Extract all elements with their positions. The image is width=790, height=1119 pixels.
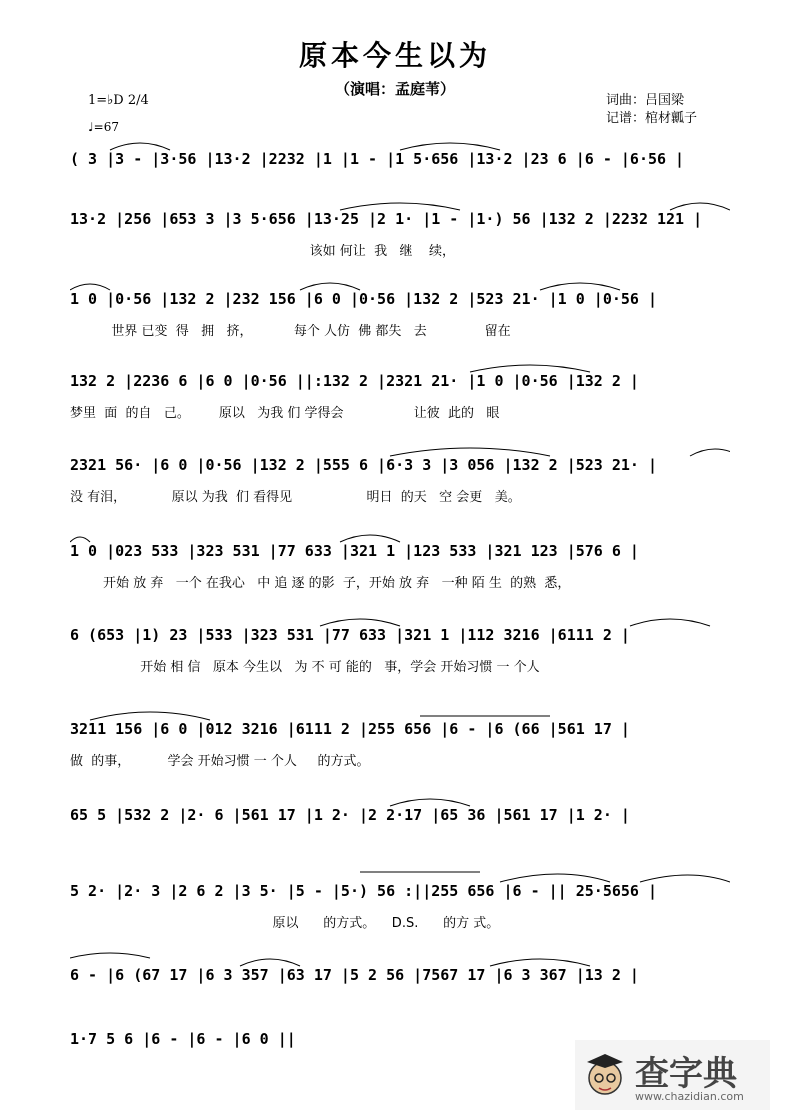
notes-line: ( 3 |3 - |3·56 |13·2 |2232 |1 |1 - |1 5·656 |13·2 |23 6 |6 - |6·56 | [70,150,685,168]
lyrics-line: 世界 已变 得 拥 挤， 每个 人仿 佛 都失 去 留在 [70,324,511,339]
watermark-url: www.chazidian.com [635,1090,744,1103]
notation-credit: 记谱：棺材瓤子 [606,111,698,126]
notes-line: 2321 56· |6 0 |0·56 |132 2 |555 6 |6·3 3 |3 056 |132 2 |523 21· | [70,456,657,474]
lyrics-line: 开始 相 信 原本 今生以 为 不 可 能的 事，学会 开始习惯 一 个人 [70,660,540,675]
mascot-icon [581,1048,629,1104]
performer-line: （演唱：孟庭苇） [334,80,455,98]
notes-line: 6 - |6 (67 17 |6 3 357 |63 17 |5 2 56 |7567 17 |6 3 367 |13 2 | [70,966,639,984]
lyrics-line: 梦里 面 的自 己。 原以 为我 们 学得会 让彼 此的 眼 [70,406,500,421]
notes-line: 65 5 |532 2 |2· 6 |561 17 |1 2· |2 2·17 |65 36 |561 17 |1 2· | [70,806,630,824]
key-signature: 1=♭D 2/4 [88,93,149,108]
lyrics-line: 原以 的方式。 D.S. 的方 式。 [70,916,500,931]
lyrics-line: 该如 何让 我 继 续， [70,244,455,259]
notes-line: 6 (653 |1) 23 |533 |323 531 |77 633 |321 1 |112 3216 |6111 2 | [70,626,630,644]
notes-line: 3211 156 |6 0 |012 3216 |6111 2 |255 656 |6 - |6 (66 |561 17 | [70,720,630,738]
lyrics-line: 开始 放 弃 一个 在我心 中 追 逐 的影 子，开始 放 弃 一种 陌 生 的熟 悉， [70,576,571,591]
notes-line: 132 2 |2236 6 |6 0 |0·56 ||:132 2 |2321 21· |1 0 |0·56 |132 2 | [70,372,639,390]
lyrics-music-credit: 词曲：吕国梁 [606,93,685,108]
lyrics-line: 做 的事， 学会 开始习惯 一 个人 的方式。 [70,754,370,769]
credits [606,92,697,128]
notes-line: 13·2 |256 |653 3 |3 5·656 |13·25 |2 1· |1 - |1·) 56 |132 2 |2232 121 | [70,210,703,228]
watermark-logo [575,1040,770,1110]
watermark-name: 查字典 [635,1054,737,1094]
lyrics-line: 没 有泪， 原以 为我 们 看得见 明日 的天 空 会更 美。 [70,490,521,505]
notes-line: 1 0 |023 533 |323 531 |77 633 |321 1 |123 533 |321 123 |576 6 | [70,542,639,560]
notes-line: 1 0 |0·56 |132 2 |232 156 |6 0 |0·56 |132 2 |523 21· |1 0 |0·56 | [70,290,657,308]
tempo-marking: ♩=67 [88,120,119,134]
notes-line: 5 2· |2· 3 |2 6 2 |3 5· |5 - |5·) 56 :||255 656 |6 - || 25·5656 | [70,882,657,900]
notes-line: 1·7 5 6 |6 - |6 - |6 0 || [70,1030,296,1048]
song-title: 原本今生以为 [298,39,491,72]
